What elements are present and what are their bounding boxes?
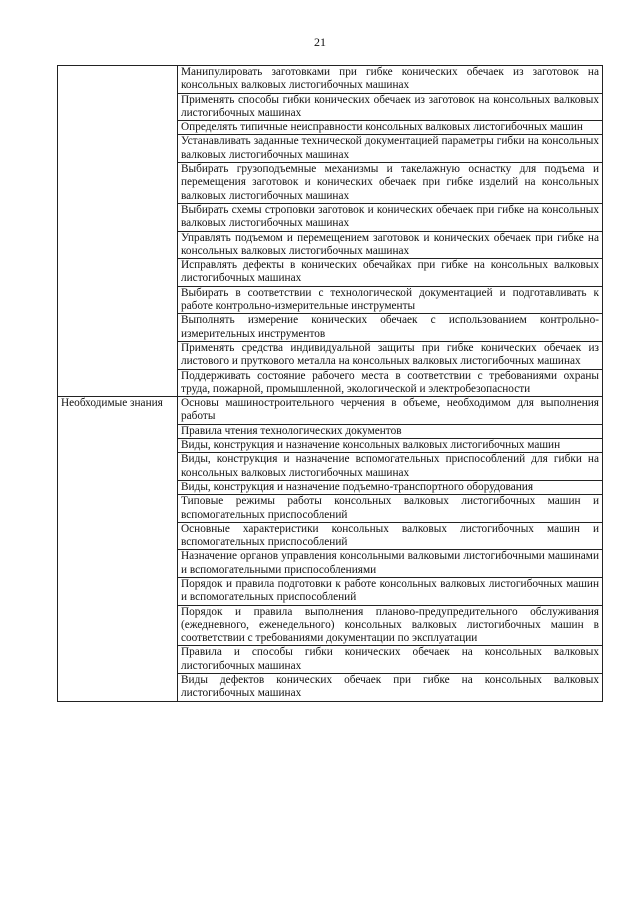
section-label: Необходимые знания xyxy=(58,397,178,702)
requirement-item: Основные характеристики консольных валковых листогибочных машин и вспомогательных приспособлений xyxy=(178,522,603,550)
requirement-item: Виды, конструкция и назначение вспомогательных приспособлений для гибки на консольных валковых листогибочных машинах xyxy=(178,453,603,481)
table-row xyxy=(58,66,603,94)
requirement-item: Виды, конструкция и назначение консольных валковых листогибочных машин xyxy=(178,439,603,453)
requirement-item: Исправлять дефекты в конических обечайках при гибке на консольных валковых листогибочных машинах xyxy=(178,259,603,287)
page-number: 21 xyxy=(314,35,326,49)
requirements-table xyxy=(57,65,603,702)
section-label xyxy=(58,66,178,397)
requirement-item: Правила и способы гибки конических обечаек на консольных валковых листогибочных машинах xyxy=(178,646,603,674)
requirement-item: Типовые режимы работы консольных валковых листогибочных машин и вспомогательных приспособлений xyxy=(178,495,603,523)
requirement-item: Основы машиностроительного черчения в объеме, необходимом для выполнения работы xyxy=(178,397,603,425)
requirement-item: Правила чтения технологических документов xyxy=(178,424,603,438)
knowledge-section xyxy=(58,397,603,702)
requirement-item: Манипулировать заготовками при гибке конических обечаек из заготовок на консольных валковых листогибочных машинах xyxy=(178,66,603,94)
requirement-item: Виды, конструкция и назначение подъемно-транспортного оборудования xyxy=(178,480,603,494)
requirement-item: Виды дефектов конических обечаек при гибке на консольных валковых листогибочных машинах xyxy=(178,674,603,702)
requirement-item: Выбирать грузоподъемные механизмы и такелажную оснастку для подъема и перемещения заготовок и конических обечаек при гибке изделий на консольных валковых листогибочных машинах xyxy=(178,163,603,204)
skills-section xyxy=(58,66,603,397)
table-row xyxy=(58,397,603,425)
requirement-item: Выбирать в соответствии с технологической документацией и подготавливать к работе контрольно-измерительные инструменты xyxy=(178,286,603,314)
requirement-item: Выбирать схемы строповки заготовок и конических обечаек при гибке на консольных валковых листогибочных машинах xyxy=(178,203,603,231)
requirement-item: Порядок и правила выполнения планово-предупредительного обслуживания (ежедневного, еженедельного) консольных валковых листогибочных машин в соответствии с требованиями документации по эксплуатации xyxy=(178,605,603,646)
requirement-item: Применять средства индивидуальной защиты при гибке конических обечаек из листового и пруткового металла на консольных валковых листогибочных машинах xyxy=(178,341,603,369)
requirement-item: Порядок и правила подготовки к работе консольных валковых листогибочных машин и вспомогательных приспособлений xyxy=(178,577,603,605)
requirement-item: Поддерживать состояние рабочего места в соответствии с требованиями охраны труда, пожарной, промышленной, экологической и электробезопасности xyxy=(178,369,603,397)
requirement-item: Управлять подъемом и перемещением заготовок и конических обечаек при гибке на консольных валковых листогибочных машинах xyxy=(178,231,603,259)
requirement-item: Определять типичные неисправности консольных валковых листогибочных машин xyxy=(178,121,603,135)
requirement-item: Назначение органов управления консольными валковыми листогибочными машинами и вспомогательными приспособлениями xyxy=(178,550,603,578)
requirement-item: Выполнять измерение конических обечаек с использованием контрольно-измерительных инструментов xyxy=(178,314,603,342)
requirement-item: Применять способы гибки конических обечаек из заготовок на консольных валковых листогибочных машинах xyxy=(178,93,603,121)
requirement-item: Устанавливать заданные технической документацией параметры гибки на консольных валковых листогибочных машинах xyxy=(178,135,603,163)
